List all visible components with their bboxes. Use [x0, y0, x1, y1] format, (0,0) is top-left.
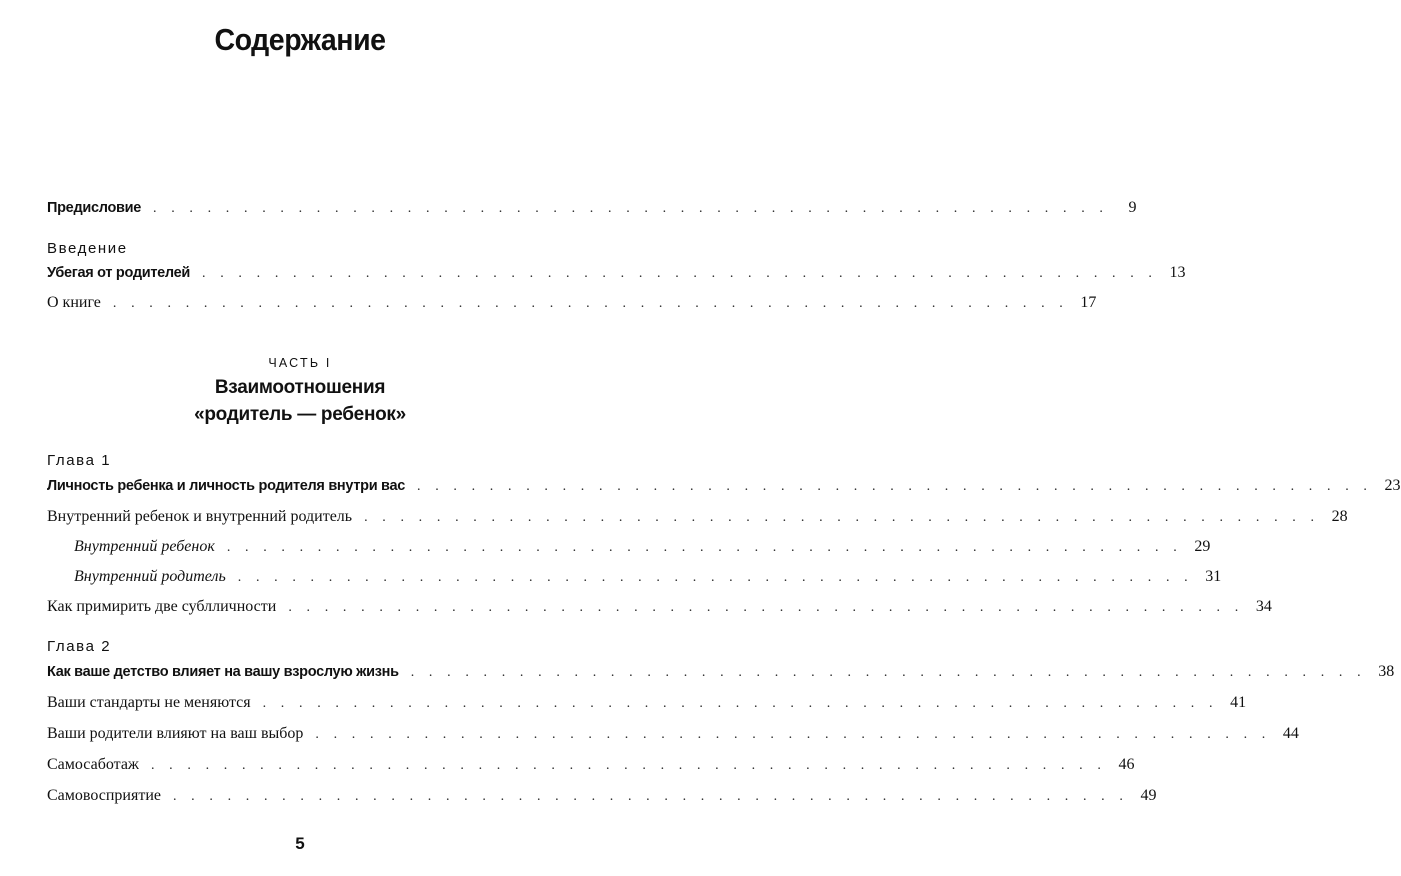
toc-entry — [47, 508, 1348, 532]
entry-label: О книге — [47, 294, 101, 311]
dot-leader: . . . . . . . . . . . . . . . . . . . . . . . . . . . . . . . . . . . . . . . . . . . . . . . . . . . . . — [150, 758, 1107, 773]
toc-entry — [47, 477, 1401, 501]
entry-label: Личность ребенка и личность родителя внутри вас — [47, 478, 405, 494]
entry-page: 28 — [1331, 508, 1348, 525]
entry-label: Ваши родители влияют на ваш выбор — [47, 725, 304, 742]
part-title-line2: «родитель — ребенок» — [194, 404, 406, 425]
entry-label: Самовосприятие — [47, 787, 161, 804]
entry-page: 29 — [1194, 538, 1211, 555]
entry-label: Предисловие — [47, 200, 141, 216]
entry-page: 9 — [1128, 199, 1137, 216]
dot-leader: . . . . . . . . . . . . . . . . . . . . . . . . . . . . . . . . . . . . . . . . . . . . . . . . . . . . . — [112, 296, 1069, 311]
part-label: ЧАСТЬ I — [268, 356, 332, 370]
toc-entry — [47, 264, 1186, 288]
entry-page: 23 — [1384, 477, 1401, 494]
dot-leader: . . . . . . . . . . . . . . . . . . . . . . . . . . . . . . . . . . . . . . . . . . . . . . . . . . . . . — [364, 510, 1320, 525]
dot-leader: . . . . . . . . . . . . . . . . . . . . . . . . . . . . . . . . . . . . . . . . . . . . . . . . . . . . . — [172, 789, 1129, 804]
intro-heading: Введение — [47, 240, 128, 257]
chapter1-heading: Глава 1 — [47, 452, 112, 469]
toc-entry — [47, 756, 1135, 780]
entry-label: Убегая от родителей — [47, 265, 191, 281]
dot-leader: . . . . . . . . . . . . . . . . . . . . . . . . . . . . . . . . . . . . . . . . . . . . . . . . . . . . . — [410, 665, 1367, 680]
entry-page: 38 — [1378, 663, 1395, 680]
entry-page: 13 — [1169, 264, 1186, 281]
entry-label: Внутренний ребенок — [74, 538, 215, 555]
entry-page: 17 — [1080, 294, 1097, 311]
page-title: Содержание — [214, 22, 386, 57]
entry-label: Как ваше детство влияет на вашу взрослую жизнь — [47, 664, 399, 680]
toc-entry — [47, 294, 1097, 318]
toc-entry — [47, 787, 1157, 811]
dot-leader: . . . . . . . . . . . . . . . . . . . . . . . . . . . . . . . . . . . . . . . . . . . . . . . . . . . . . — [315, 727, 1271, 742]
entry-label: Внутренний родитель — [74, 568, 226, 585]
part-title-line1: Взаимоотношения — [214, 377, 386, 398]
dot-leader: . . . . . . . . . . . . . . . . . . . . . . . . . . . . . . . . . . . . . . . . . . . . . . . . . . . . . — [417, 479, 1373, 494]
toc-entry — [47, 663, 1395, 687]
entry-label: Самосаботаж — [47, 756, 139, 773]
dot-leader: . . . . . . . . . . . . . . . . . . . . . . . . . . . . . . . . . . . . . . . . . . . . . . . . . . . . . — [262, 696, 1219, 711]
toc-entry-preface — [47, 199, 1137, 223]
toc-entry — [47, 694, 1247, 718]
toc-entry-sub — [74, 538, 1211, 562]
toc-entry — [47, 725, 1299, 749]
entry-page: 49 — [1140, 787, 1157, 804]
entry-page: 46 — [1118, 756, 1135, 773]
dot-leader: . . . . . . . . . . . . . . . . . . . . . . . . . . . . . . . . . . . . . . . . . . . . . . . . . . . . . — [237, 570, 1194, 585]
toc-entry-sub — [74, 568, 1222, 592]
entry-page: 31 — [1205, 568, 1222, 585]
entry-page: 34 — [1255, 598, 1272, 615]
dot-leader: . . . . . . . . . . . . . . . . . . . . . . . . . . . . . . . . . . . . . . . . . . . . . . . . . . . . . — [202, 266, 1158, 281]
entry-label: Ваши стандарты не меняются — [47, 694, 251, 711]
entry-label: Внутренний ребенок и внутренний родитель — [47, 508, 353, 525]
dot-leader: . . . . . . . . . . . . . . . . . . . . . . . . . . . . . . . . . . . . . . . . . . . . . . . . . . . . . — [288, 600, 1244, 615]
entry-page: 44 — [1282, 725, 1299, 742]
entry-label: Как примирить две сублличности — [47, 598, 277, 615]
chapter2-heading: Глава 2 — [47, 638, 112, 655]
entry-page: 41 — [1230, 694, 1247, 711]
page-number: 5 — [295, 834, 305, 853]
dot-leader: . . . . . . . . . . . . . . . . . . . . . . . . . . . . . . . . . . . . . . . . . . . . . . . . . . . . . — [153, 201, 1109, 216]
dot-leader: . . . . . . . . . . . . . . . . . . . . . . . . . . . . . . . . . . . . . . . . . . . . . . . . . . . . . — [226, 540, 1183, 555]
toc-entry — [47, 598, 1272, 622]
